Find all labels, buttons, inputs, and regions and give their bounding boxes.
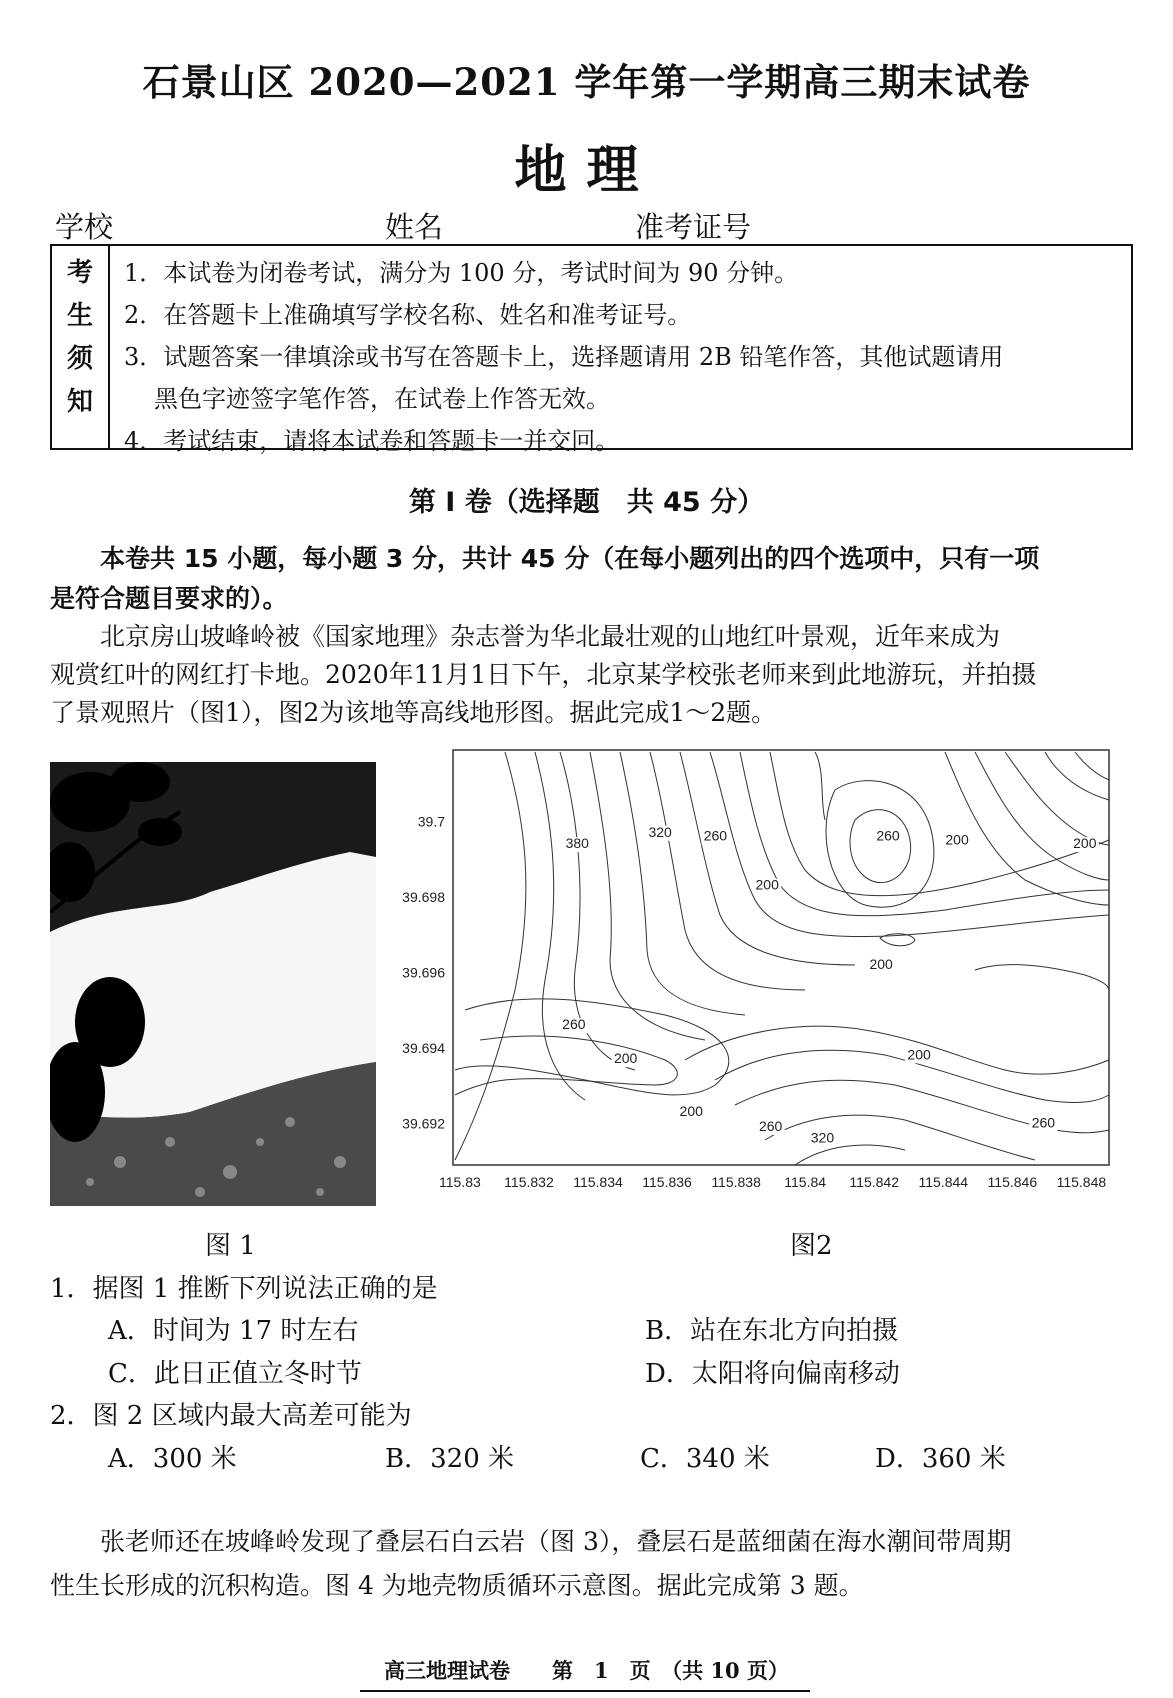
contour-label: 200 (907, 1046, 931, 1063)
question-2-option-c[interactable]: C．340 米 (640, 1444, 770, 1474)
notice-item: 2．在答题卡上准确填写学校名称、姓名和准考证号。 (124, 301, 692, 329)
subject-title: 地理 (514, 141, 659, 201)
notice-heading: 考 生 须 知 (52, 246, 110, 448)
question-2-option-a[interactable]: A．300 米 (108, 1444, 237, 1474)
notice-item: 3．试题答案一律填涂或书写在答题卡上，选择题请用 2B 铅笔作答，其他试题请用 (124, 343, 1004, 371)
name-label: 姓名 (385, 210, 444, 244)
x-tick-label: 115.832 (504, 1174, 554, 1190)
x-tick-label: 115.848 (1056, 1174, 1107, 1190)
contour-label: 260 (1031, 1114, 1056, 1131)
contour-label: 200 (679, 1102, 703, 1119)
x-tick-label: 115.834 (573, 1174, 623, 1190)
exam-notice-box (50, 244, 1133, 455)
school-label: 学校 (55, 210, 114, 244)
page-footer: 高三地理试卷 第 1 页 （共 10 页） (384, 1658, 789, 1683)
figure2-caption: 图2 (790, 1231, 833, 1261)
notice-item: 4．考试结束，请将本试卷和答题卡一并交回。 (124, 427, 620, 455)
notice-item: 1．本试卷为闭卷考试，满分为 100 分，考试时间为 90 分钟。 (124, 259, 799, 287)
question-2-option-d[interactable]: D．360 米 (875, 1444, 1006, 1474)
y-tick-label: 39.692 (402, 1115, 445, 1132)
name-blank[interactable] (443, 216, 633, 246)
passage-1: 北京房山坡峰岭被《国家地理》杂志誉为华北最壮观的山地红叶景观，近年来成为 观赏红叶的网红打卡地。2020年11月1日下午，北京某学校张老师来到此地游玩，并拍摄 了景观照片（图1），图2为该地等高线地形图。据此完成1～2题。 (50, 622, 1037, 727)
x-tick-label: 115.83 (439, 1174, 481, 1190)
notice-items (110, 246, 1131, 455)
y-tick-label: 39.7 (417, 813, 445, 830)
contour-label: 200 (755, 876, 779, 893)
notice-item-continued: 黑色字迹签字笔作答，在试卷上作答无效。 (154, 385, 610, 413)
x-tick-label: 115.842 (849, 1174, 900, 1190)
contour-label: 260 (876, 827, 900, 844)
school-blank[interactable] (113, 216, 383, 246)
contour-label: 200 (613, 1050, 638, 1067)
x-tick-label: 115.84 (784, 1174, 827, 1190)
contour-label: 200 (945, 831, 969, 848)
exam-title: 石景山区 2020—2021 学年第一学期高三期末试卷 (142, 60, 1031, 104)
contour-label: 260 (562, 1016, 586, 1033)
contour-label: 380 (565, 835, 589, 852)
contour-label: 320 (810, 1129, 835, 1146)
section-instruction: 本卷共 15 小题，每小题 3 分，共计 45 分（在每小题列出的四个选项中，只有一项 (100, 544, 1040, 573)
contour-label: 260 (703, 827, 728, 844)
figure2-contour-map (385, 740, 1120, 1210)
figure1-photo (50, 762, 376, 1206)
section-instruction-cont: 是符合题目要求的）。 (50, 584, 288, 613)
question-1-option-a[interactable]: A．时间为 17 时左右 (108, 1316, 359, 1346)
passage-2: 张老师还在坡峰岭发现了叠层石白云岩（图 3），叠层石是蓝细菌在海水潮间带周期 性生长形成的沉积构造。图 4 为地壳物质循环示意图。据此完成第 3 题。 (50, 1527, 1012, 1600)
question-2-stem: 2．图 2 区域内最大高差可能为 (50, 1401, 412, 1431)
question-1-option-c[interactable]: C．此日正值立冬时节 (108, 1359, 362, 1389)
contour-label: 260 (758, 1118, 783, 1135)
question-1-stem: 1．据图 1 推断下列说法正确的是 (50, 1274, 438, 1304)
y-tick-label: 39.694 (402, 1040, 445, 1057)
footer-rule (360, 1690, 810, 1692)
contour-label: 200 (1073, 835, 1097, 852)
contour-label: 200 (869, 955, 893, 972)
question-2-option-b[interactable]: B．320 米 (385, 1444, 514, 1474)
figure1-photo-graphic (50, 762, 376, 1206)
question-1-option-b[interactable]: B．站在东北方向拍摄 (645, 1316, 899, 1346)
id-label: 准考证号 (635, 210, 752, 244)
question-1-option-d[interactable]: D．太阳将向偏南移动 (645, 1359, 900, 1389)
x-tick-label: 115.846 (987, 1174, 1038, 1190)
y-tick-label: 39.696 (402, 964, 445, 981)
section-title: 第 Ⅰ 卷（选择题 共 45 分） (408, 487, 765, 518)
x-tick-label: 115.836 (642, 1174, 692, 1190)
x-tick-label: 115.844 (918, 1174, 969, 1190)
exam-id-blank[interactable] (751, 216, 1091, 246)
figure1-caption: 图 1 (205, 1231, 256, 1261)
y-tick-label: 39.698 (402, 889, 445, 906)
contour-label: 320 (648, 823, 672, 840)
x-tick-label: 115.838 (711, 1174, 761, 1190)
student-info-fields (55, 205, 1093, 246)
